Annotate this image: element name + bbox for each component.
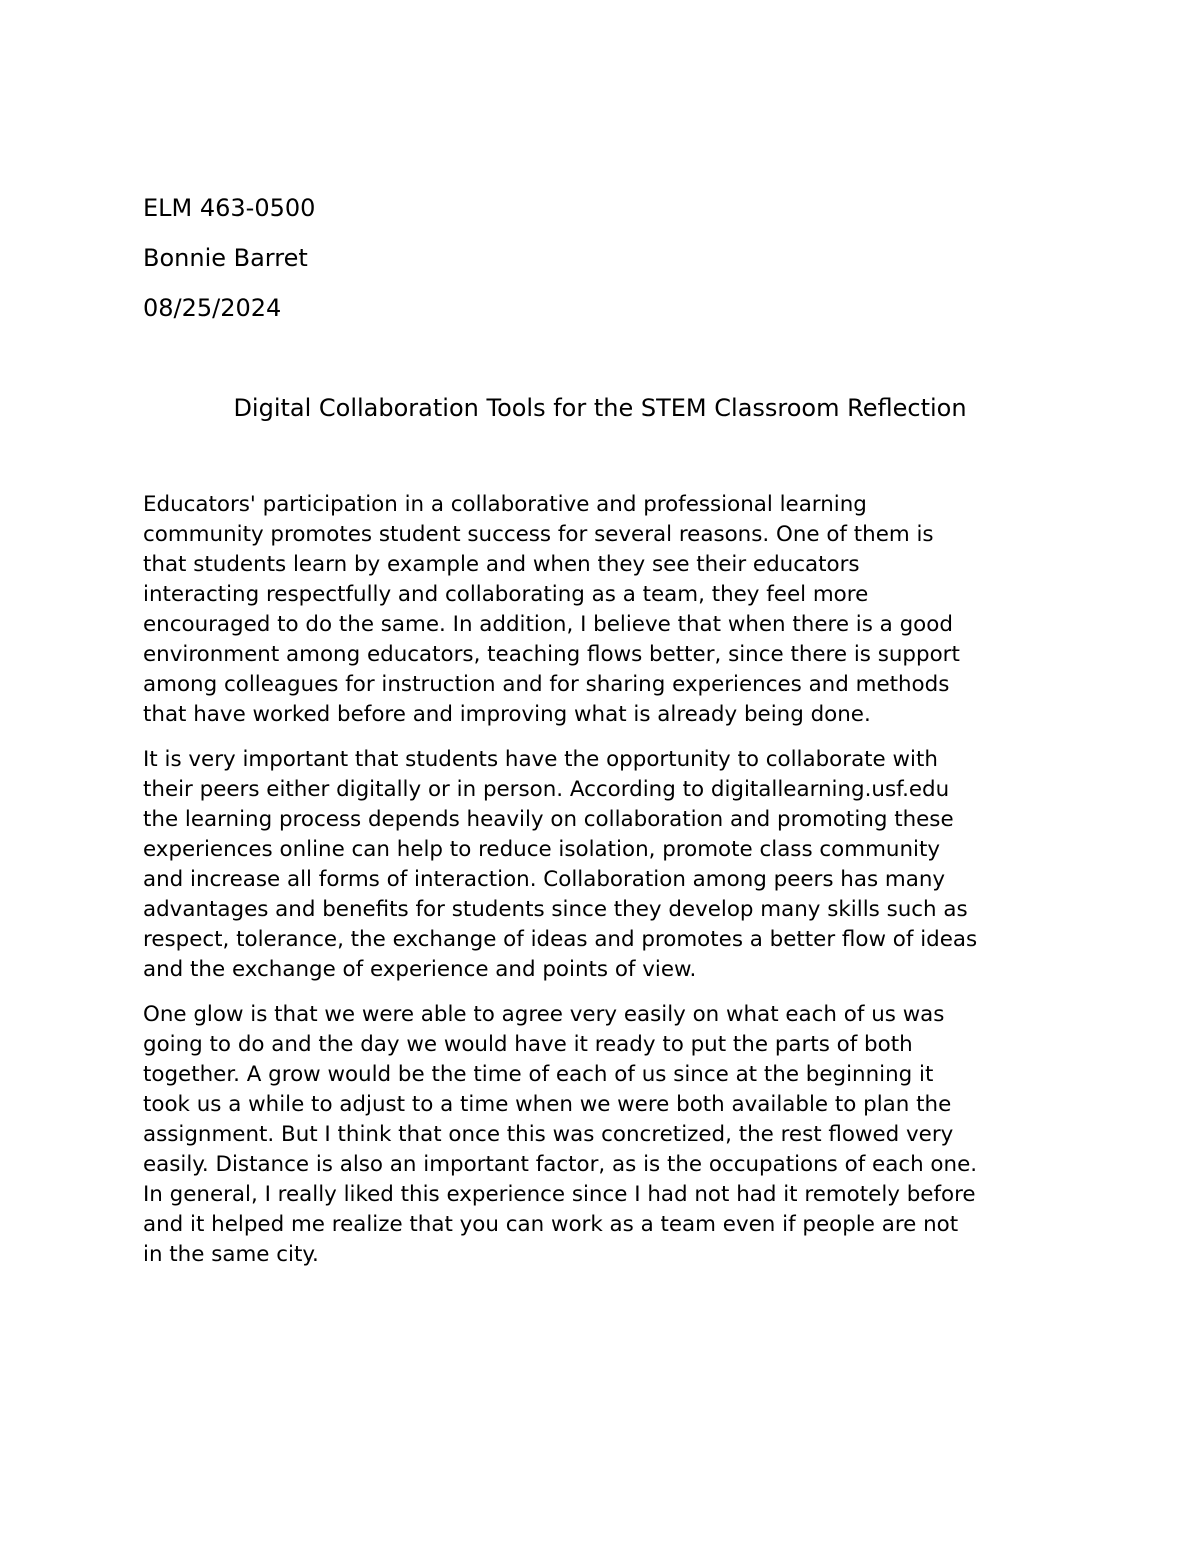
document-date: 08/25/2024 bbox=[143, 294, 282, 322]
author-name: Bonnie Barret bbox=[143, 244, 308, 272]
document-header bbox=[143, 192, 1063, 342]
document-body bbox=[143, 490, 1063, 1285]
paragraph-1: Educators' participation in a collaborative and professional learning community promotes student success for several reasons. One of them is that students learn by example and when they see their educators interacting respectfully and collaborating as a team, they feel more encouraged to do the same. In addition, I believe that when there is a good environment among educators, teaching flows better, since there is support among colleagues for instruction and for sharing experiences and methods that have worked before and improving what is already being done. bbox=[143, 492, 960, 727]
paragraph-2: It is very important that students have the opportunity to collaborate with their peers either digitally or in person. According to digitallearning.usf.edu the learning process depends heavily on collaboration and promoting these experiences online can help to reduce isolation, promote class community and increase all forms of interaction. Collaboration among peers has many advantages and benefits for students since they develop many skills such as respect, tolerance, the exchange of ideas and promotes a better flow of ideas and the exchange of experience and points of view. bbox=[143, 747, 978, 982]
document-title: Digital Collaboration Tools for the STEM Classroom Reflection bbox=[233, 394, 967, 422]
paragraph-3: One glow is that we were able to agree very easily on what each of us was going to do and the day we would have it ready to put the parts of both together. A grow would be the time of each of us since at the beginning it took us a while to adjust to a time when we were both available to plan the assignment. But I think that once this was concretized, the rest flowed very easily. Distance is also an important factor, as is the occupations of each one. In general, I really liked this experience since I had not had it remotely before and it helped me realize that you can work as a team even if people are not in the same city. bbox=[143, 1002, 978, 1267]
course-code: ELM 463-0500 bbox=[143, 194, 316, 222]
